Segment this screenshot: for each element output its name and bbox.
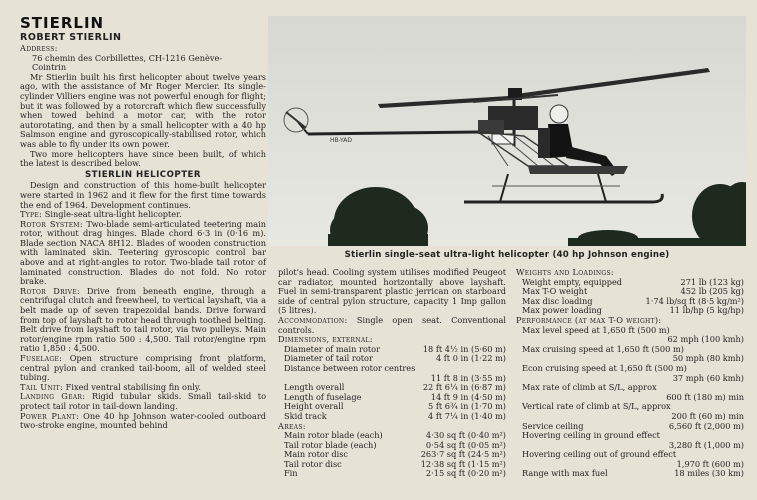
dim-row: 11 ft 8 in (3·55 m) bbox=[430, 372, 506, 383]
dim-row: Length of fuselage 14 ft 9 in (4·50 m) bbox=[284, 391, 506, 402]
perf-value: 37 mph (60 kmh) bbox=[672, 372, 744, 383]
spec-power-plant: Power Plant: One 40 hp Johnson water-cooled outboard two-stroke engine, mounted behind bbox=[20, 410, 266, 431]
photo-caption: Stierlin single-seat ultra-light helicopter (40 hp Johnson engine) bbox=[344, 250, 670, 260]
area-row: Fin 2·15 sq ft (0·20 m²) bbox=[284, 468, 506, 479]
area-row: Main rotor blade (each) 4·30 sq ft (0·40 m²) bbox=[284, 430, 506, 441]
perf-row: Range with max fuel 18 miles (30 km) bbox=[522, 468, 744, 479]
registration-mark: HB-YAD bbox=[330, 137, 353, 144]
power-plant-continued: pilot's head. Cooling system utilises modified Peugeot car radiator, mounted horizontally above layshaft. Fuel in semi-transparent plastic jerrican on starboard side of central pylon structure, capacity 1 Imp gallon (5 litres). bbox=[278, 267, 506, 316]
design-paragraph: Design and construction of this home-built helicopter were started in 1962 and it flew for the first time towards the end of 1964. Development continues. bbox=[20, 180, 266, 210]
spec-fuselage: Fuselage: Open structure comprising front platform, central pylon and cranked tail-boom, all of welded steel tubing. bbox=[20, 353, 266, 383]
weight-row: Weight empty, equipped 271 lb (123 kg) bbox=[522, 276, 744, 287]
address-label: Address: bbox=[20, 43, 58, 53]
dim-row: Diameter of tail rotor 4 ft 0 in (1·22 m) bbox=[284, 353, 506, 364]
address-line-2: Cointrin bbox=[32, 62, 67, 73]
perf-row: Service ceiling 6,560 ft (2,000 m) bbox=[522, 420, 744, 431]
page-title: STIERLIN bbox=[20, 14, 105, 32]
perf-value: 200 ft (60 m) min bbox=[671, 410, 744, 421]
dim-row: Height overall 5 ft 6¾ in (1·70 m) bbox=[284, 401, 506, 412]
address-line-1: 76 chemin des Corbillettes, CH-1216 Genève- bbox=[32, 52, 223, 63]
weights-heading: Weights and Loadings: bbox=[516, 267, 614, 277]
dim-row: Diameter of main rotor 18 ft 4½ in (5·60 m) bbox=[284, 343, 506, 354]
weight-row: Max power loading 11 lb/hp (5 kg/hp) bbox=[522, 305, 744, 316]
areas-heading: Areas: bbox=[278, 420, 306, 431]
perf-value: 62 mph (100 kmh) bbox=[667, 334, 744, 345]
perf-value: 50 mph (80 kmh) bbox=[672, 353, 744, 364]
weight-row: Max disc loading 1·74 lb/sq ft (8·5 kg/m²) bbox=[522, 295, 744, 306]
performance-heading: Performance (at max T-O weight): bbox=[516, 314, 662, 325]
perf-value: 600 ft (180 m) min bbox=[666, 391, 744, 402]
intro-paragraph-2: Two more helicopters have since been built, of which the latest is described below. bbox=[20, 148, 266, 169]
helicopter-illustration bbox=[268, 16, 746, 246]
helicopter-photo bbox=[268, 16, 746, 246]
intro-paragraph-1: Mr Stierlin built his first helicopter about twelve years ago, with the assistance of Mr Roger Mercier. Its single-cylinder Villiers engine was not powerful enough for flight; but it was followed by a rotorcraft which flew successfully when towed behind a motor car, with the rotor autorotating, and then by a small helicopter with a 40 hp Salmson engine and gyroscopically-stabilised rotor, which was able to fly under its own power. bbox=[20, 71, 266, 149]
perf-label: Hovering ceiling in ground effect bbox=[522, 430, 660, 441]
spec-rotor-system: Rotor System: Two-blade semi-articulated teetering main rotor, without drag hinges. Blade chord 6·3 in (0·16 m). Blade section NACA 8H12. Blades of wooden construction with laminated skin. Teetering gyroscopic control bar above and at right-angles to rotor. Two-blade tail rotor of laminated construction. Blades do not fold. No rotor brake. bbox=[20, 218, 266, 287]
dimensions-heading: Dimensions, external: bbox=[278, 334, 373, 345]
spec-tail-unit: Tail Unit: Fixed ventral stabilising fin only. bbox=[20, 381, 202, 392]
dim-row: Skid track 4 ft 7¼ in (1·40 m) bbox=[284, 410, 506, 421]
section-heading: STIERLIN HELICOPTER bbox=[84, 169, 202, 180]
weight-row: Max T-O weight 452 lb (205 kg) bbox=[522, 286, 744, 297]
text-column-middle bbox=[278, 268, 506, 479]
dim-row: Length overall 22 ft 6¼ in (6·87 m) bbox=[284, 382, 506, 393]
perf-label: Hovering ceiling out of ground effect bbox=[522, 449, 677, 460]
perf-label: Max rate of climb at S/L, approx bbox=[522, 382, 657, 393]
perf-value: 3,280 ft (1,000 m) bbox=[668, 439, 744, 450]
spec-landing-gear: Landing Gear: Rigid tubular skids. Small tail-skid to protect tail rotor in tail-down landing. bbox=[20, 391, 267, 411]
perf-label: Econ cruising speed at 1,650 ft (500 m) bbox=[522, 362, 687, 373]
area-row: Tail rotor disc 12·38 sq ft (1·15 m²) bbox=[284, 458, 506, 469]
accommodation: Accommodation: Single open seat. Conventional controls. bbox=[278, 314, 506, 335]
perf-label: Max cruising speed at 1,650 ft (500 m) bbox=[522, 343, 684, 354]
area-row: Main rotor disc 263·7 sq ft (24·5 m²) bbox=[284, 449, 506, 460]
spec-rotor-drive: Rotor Drive: Drive from beneath engine, through a centrifugal clutch and freewheel, to vertical layshaft, via a belt made up of seven trapezoidal bands. Drive forward from top of layshaft to rotor head through toothed belting. Belt drive from layshaft to tail rotor, via two pulleys. Main rotor/engine rpm ratio 500 : 4,500. Tail rotor/engine rpm ratio 1,850 : 4,500. bbox=[20, 285, 266, 354]
perf-value: 1,970 ft (600 m) bbox=[676, 458, 744, 469]
perf-label: Vertical rate of climb at S/L, approx bbox=[522, 401, 671, 412]
manufacturer-name: ROBERT STIERLIN bbox=[20, 32, 122, 43]
text-column-left bbox=[20, 44, 266, 431]
area-row: Tail rotor blade (each) 0·54 sq ft (0·05 m²) bbox=[284, 439, 506, 450]
dim-row: Distance between rotor centres bbox=[284, 362, 416, 373]
perf-label: Max level speed at 1,650 ft (500 m) bbox=[522, 324, 670, 335]
text-column-right bbox=[516, 268, 744, 479]
spec-type: Type: Single-seat ultra-light helicopter. bbox=[20, 209, 182, 220]
